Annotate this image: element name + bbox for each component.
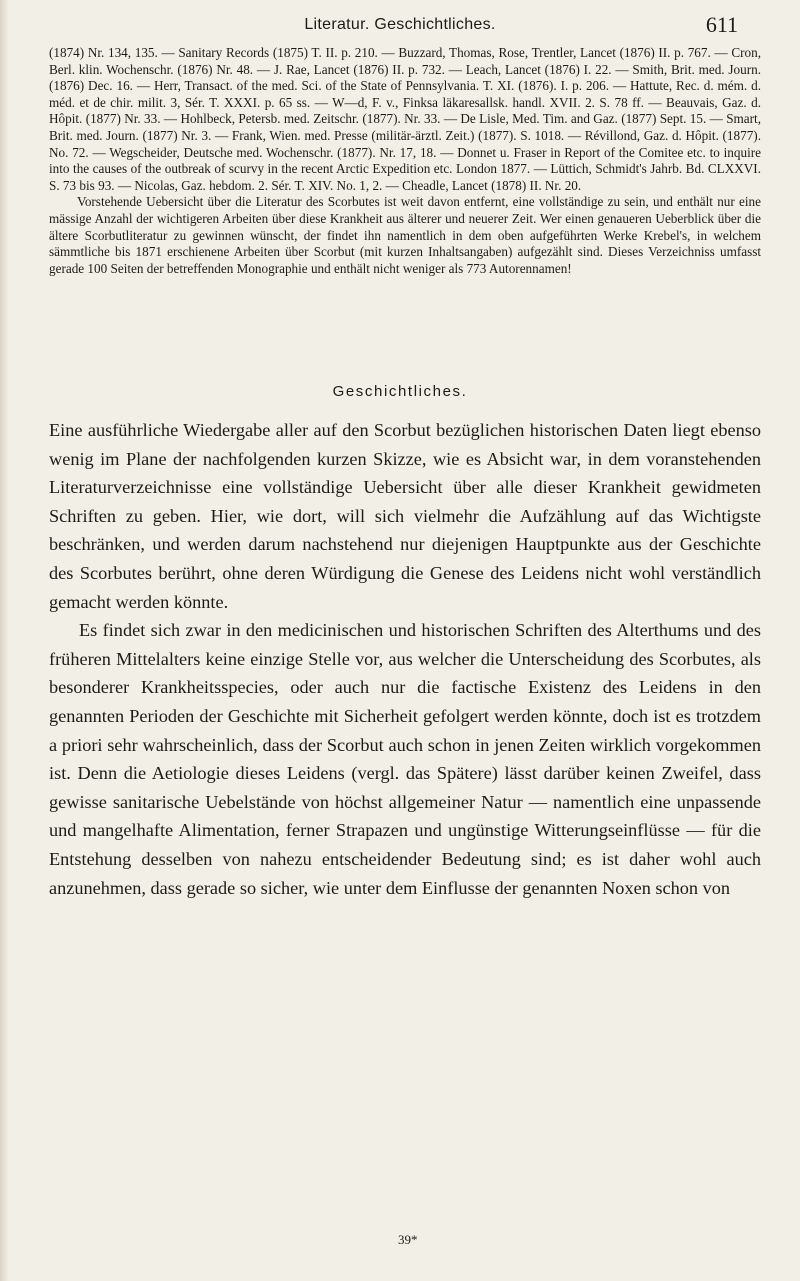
literature-references: [49, 45, 761, 277]
literature-note: Vorstehende Uebersicht über die Literatur des Scorbutes ist weit davon entfernt, eine vollständige zu sein, und enthält nur eine mässige Anzahl der wichtigeren Arbeiten über diese Krankheit aus älterer und neuerer Zeit. Wer einen genaueren Ueberblick über die ältere Scorbutliteratur zu gewinnen wünscht, der findet ihn namentlich in dem oben aufgeführten Werke Krebel's, in welchem sämmtliche bis 1871 erschienene Arbeiten über Scorbut (mit kurzen Inhaltsangaben) aufgezählt sind. Dieses Verzeichniss umfasst gerade 100 Seiten der betreffenden Monographie und enthält nicht weniger als 773 Autorennamen!: [49, 194, 761, 276]
signature-mark: 39*: [398, 1232, 418, 1247]
reference-list: (1874) Nr. 134, 135. — Sanitary Records (1875) T. II. p. 210. — Buzzard, Thomas, Rose, Trentler, Lancet (1876) II. p. 767. — Cron, Berl. klin. Wochenschr. (1876) Nr. 48. — J. Rae, Lancet (1876) II. p. 732. — Leach, Lancet (1876) I. 22. — Smith, Brit. med. Journ. (1876) Dec. 16. — Herr, Transact. of the med. Sci. of the State of Pennsylvania. T. XI. (1876). I. p. 206. — Hattute, Rec. d. mém. d. méd. et de chir. milit. 3, Sér. T. XXXI. p. 65 ss. — W—d, F. v., Finksa läkaresallsk. handl. XVII. 2. S. 78 ff. — Beauvais, Gaz. d. Hôpit. (1877) Nr. 33. — Hohlbeck, Petersb. med. Zeitschr. (1877). Nr. 33. — De Lisle, Med. Tim. and Gaz. (1877) Sept. 15. — Smart, Brit. med. Journ. (1877) Nr. 3. — Frank, Wien. med. Presse (militär-ärztl. Zeit.) (1877). S. 1018. — Révillond, Gaz. d. Hôpit. (1877). No. 72. — Wegscheider, Deutsche med. Wochenschr. (1877). Nr. 17, 18. — Donnet u. Fraser in Report of the Comitee etc. to inquire into the causes of the outbreak of scurvy in the recent Arctic Expedition etc. London 1877. — Lüttich, Schmidt's Jahrb. Bd. CLXXVI. S. 73 bis 93. — Nicolas, Gaz. hebdom. 2. Sér. T. XIV. No. 1, 2. — Cheadle, Lancet (1878) II. Nr. 20.: [49, 45, 761, 193]
running-title: Literatur. Geschichtliches.: [304, 16, 496, 33]
body-text: [49, 416, 761, 902]
paragraph: Eine ausführliche Wiedergabe aller auf den Scorbut bezüglichen historischen Daten liegt ebenso wenig im Plane der nachfolgenden kurzen Skizze, wie es Absicht war, in dem voranstehenden Literaturverzeichnisse eine vollständige Uebersicht über alle dieser Krankheit gewidmeten Schriften zu geben. Hier, wie dort, will sich vielmehr die Aufzählung auf das Wichtigste beschränken, und werden darum nachstehend nur diejenigen Hauptpunkte aus der Geschichte des Scorbutes berührt, ohne deren Würdigung die Genese des Leidens nicht wohl verständlich gemacht werden könnte.: [49, 420, 761, 612]
section-heading: Geschichtliches.: [332, 383, 468, 400]
paragraph: Es findet sich zwar in den medicinischen und historischen Schriften des Alterthums und des früheren Mittelalters keine einzige Stelle vor, aus welcher die Unterscheidung des Scorbutes, als besonderer Krankheitsspecies, oder auch nur die factische Existenz des Leidens in den genannten Perioden der Geschichte mit Sicherheit gefolgert werden könnte, doch ist es trotzdem a priori sehr wahrscheinlich, dass der Scorbut auch schon in jenen Zeiten wirklich vorgekommen ist. Denn die Aetiologie dieses Leidens (vergl. das Spätere) lässt darüber keinen Zweifel, dass gewisse sanitarische Uebelstände von höchst allgemeiner Natur — namentlich eine unpassende und mangelhafte Alimentation, ferner Strapazen und ungünstige Witterungseinflüsse — für die Entstehung desselben von nahezu entscheidender Bedeutung sind; es ist daher wohl auch anzunehmen, dass gerade so sicher, wie unter dem Einflusse der genannten Noxen schon von: [49, 620, 761, 898]
page-number: 611: [705, 12, 738, 37]
binding-shadow: [0, 0, 9, 1281]
page-header: [0, 6, 800, 42]
